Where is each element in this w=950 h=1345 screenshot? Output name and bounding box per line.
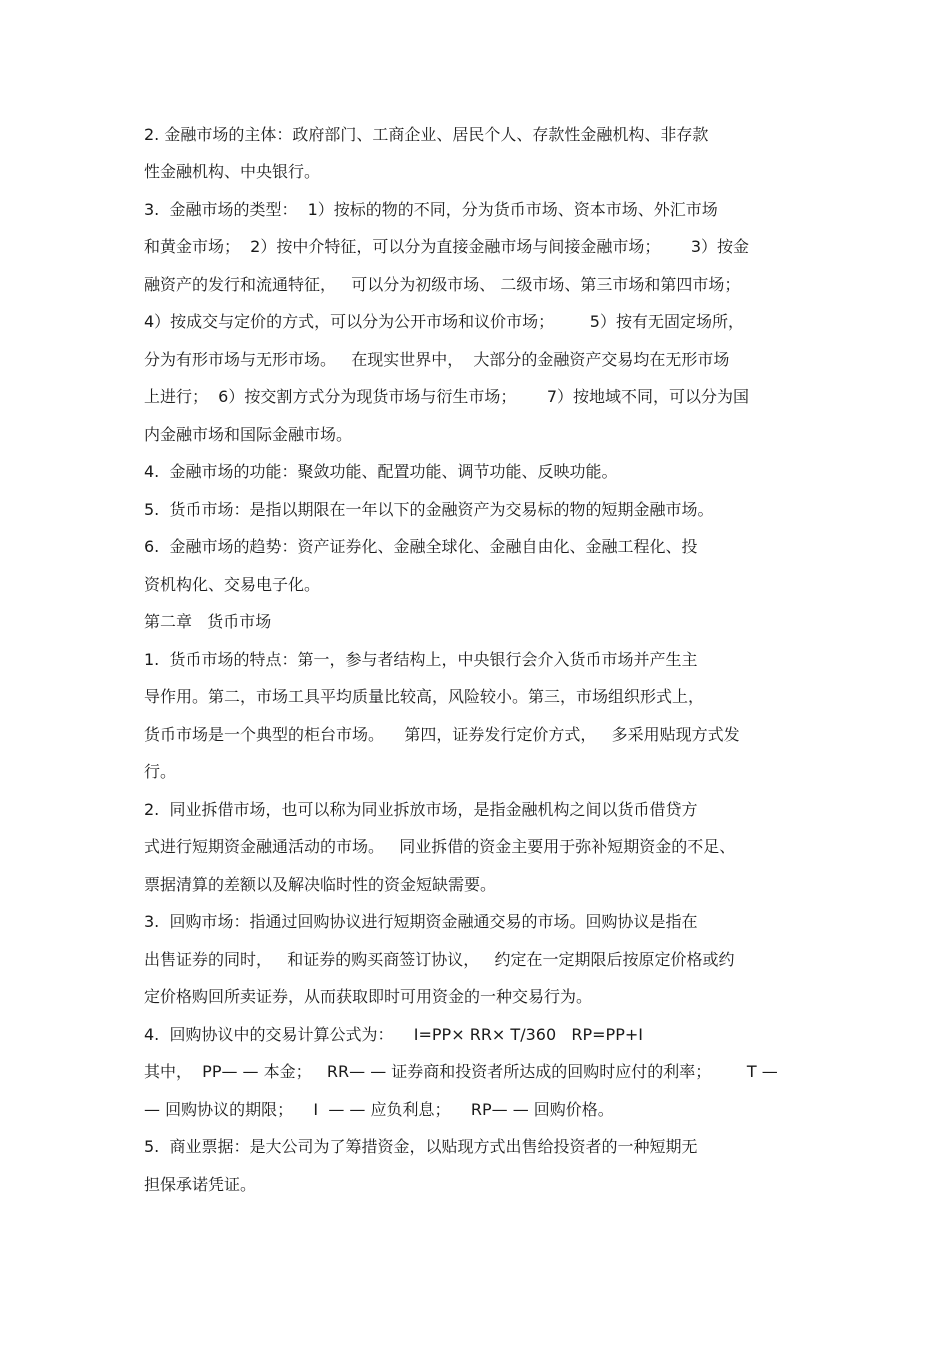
text-line: 资机构化、交易电子化。 (144, 575, 321, 594)
text-line: 2. 同业拆借市场，也可以称为同业拆放市场，是指金融机构之间以货币借贷方 (144, 800, 698, 819)
text-line: 5. 货币市场：是指以期限在一年以下的金融资产为交易标的物的短期金融市场。 (144, 500, 714, 519)
text-line: 4. 金融市场的功能：聚敛功能、配置功能、调节功能、反映功能。 (144, 462, 618, 481)
text-line: 其中， PP— — 本金； RR— — 证券商和投资者所达成的回购时应付的利率； T — (144, 1062, 778, 1081)
text-line: 货币市场是一个典型的柜台市场。 第四，证券发行定价方式， 多采用贴现方式发 (144, 725, 740, 744)
text-line: 1. 货币市场的特点：第一，参与者结构上，中央银行会介入货币市场并产生主 (144, 650, 698, 669)
text-line: 票据清算的差额以及解决临时性的资金短缺需要。 (144, 875, 497, 894)
text-line: 4）按成交与定价的方式，可以分为公开市场和议价市场； 5）按有无固定场所， (144, 312, 744, 331)
text-line: 分为有形市场与无形市场。 在现实世界中， 大部分的金融资产交易均在无形市场 (144, 350, 730, 369)
chapter-heading: 第二章 货币市场 (144, 612, 272, 631)
text-line: 2. 金融市场的主体：政府部门、工商企业、居民个人、存款性金融机构、非存款 (144, 125, 709, 144)
text-line: 担保承诺凭证。 (144, 1175, 257, 1194)
text-line: 性金融机构、中央银行。 (144, 162, 321, 181)
text-line: 上进行； 6）按交割方式分为现货市场与衍生市场； 7）按地域不同，可以分为国 (144, 387, 750, 406)
text-line: 融资产的发行和流通特征， 可以分为初级市场、 二级市场、第三市场和第四市场； (144, 275, 741, 294)
text-line: 导作用。第二，市场工具平均质量比较高，风险较小。第三，市场组织形式上， (144, 687, 705, 706)
formula-line: 4. 回购协议中的交易计算公式为： I=PP× RR× T/360 RP=PP+I (144, 1025, 643, 1044)
text-line: 定价格购回所卖证券，从而获取即时可用资金的一种交易行为。 (144, 987, 593, 1006)
text-line: 式进行短期资金融通活动的市场。 同业拆借的资金主要用于弥补短期资金的不足、 (144, 837, 736, 856)
text-line: 6. 金融市场的趋势：资产证券化、金融全球化、金融自由化、金融工程化、投 (144, 537, 698, 556)
text-line: 3. 金融市场的类型： 1）按标的物的不同，分为货币市场、资本市场、外汇市场 (144, 200, 718, 219)
text-line: 出售证券的同时， 和证券的购买商签订协议， 约定在一定期限后按原定价格或约 (144, 950, 735, 969)
text-line: 和黄金市场； 2）按中介特征，可以分为直接金融市场与间接金融市场； 3）按金 (144, 237, 750, 256)
text-line: 5. 商业票据：是大公司为了筹措资金，以贴现方式出售给投资者的一种短期无 (144, 1137, 698, 1156)
text-line: 行。 (144, 762, 177, 781)
text-line: — 回购协议的期限； I — — 应负利息； RP— — 回购价格。 (144, 1100, 614, 1119)
text-line: 3. 回购市场：指通过回购协议进行短期资金融通交易的市场。回购协议是指在 (144, 912, 698, 931)
text-line: 内金融市场和国际金融市场。 (144, 425, 353, 444)
